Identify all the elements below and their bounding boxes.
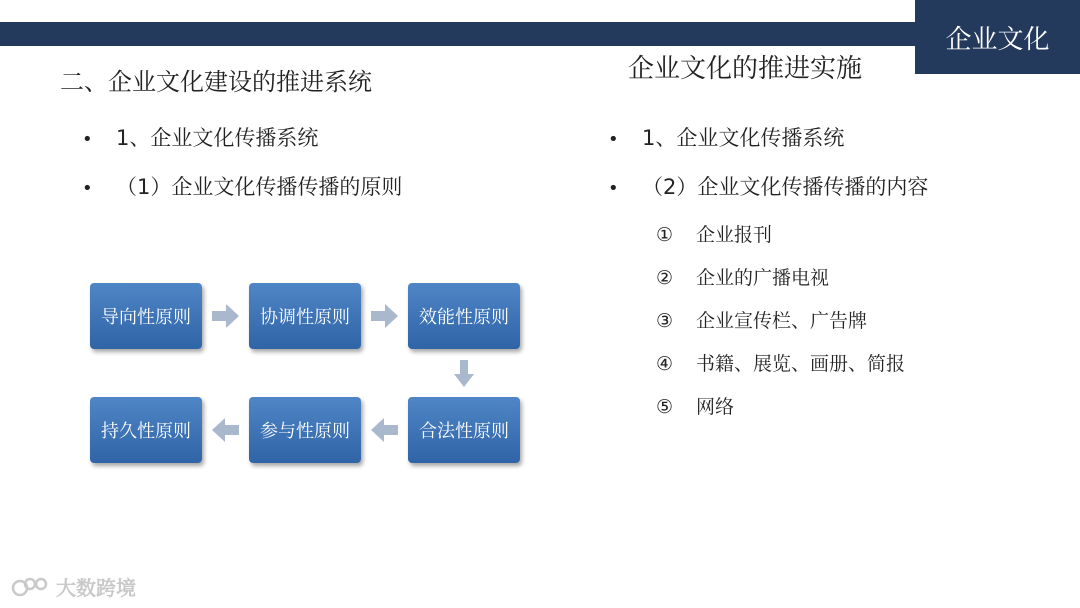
item-text: 企业报刊 [696, 224, 773, 246]
item-number: ⑤ [656, 396, 674, 418]
item-number: ④ [656, 353, 674, 375]
flow-box-persistence: 持久性原则 [90, 397, 202, 463]
list-item [656, 306, 867, 333]
arrow-right-icon [371, 303, 399, 329]
flow-box-efficiency: 效能性原则 [408, 283, 520, 349]
watermark-logo-icon [10, 574, 50, 600]
brand-tab: 企业文化 [915, 0, 1080, 74]
list-item [656, 263, 829, 290]
bullet-text: 1、企业文化传播系统 [116, 126, 319, 150]
item-text: 网络 [696, 396, 735, 418]
bullet-text: （1）企业文化传播传播的原则 [116, 175, 403, 199]
arrow-left-icon [371, 417, 399, 443]
bullet-dot: • [608, 129, 619, 150]
bullet-dot: • [82, 178, 93, 199]
watermark [10, 572, 136, 601]
item-number: ② [656, 267, 674, 289]
bullet-dot: • [82, 129, 93, 150]
item-number: ③ [656, 310, 674, 332]
flow-box-guidance: 导向性原则 [90, 283, 202, 349]
arrow-left-icon [212, 417, 240, 443]
item-text: 企业的广播电视 [696, 267, 830, 289]
bullet-text: （2）企业文化传播传播的内容 [642, 175, 929, 199]
bullet-text: 1、企业文化传播系统 [642, 126, 845, 150]
item-text: 企业宣传栏、广告牌 [696, 310, 868, 332]
list-item [656, 220, 772, 247]
flow-box-participation: 参与性原则 [249, 397, 361, 463]
item-number: ① [656, 224, 674, 246]
right-bullet-1 [608, 122, 844, 152]
watermark-text: 大数跨境 [56, 576, 136, 600]
right-section-title: 企业文化的推进实施 [628, 54, 863, 84]
left-bullet-1 [82, 122, 318, 152]
arrow-down-icon [454, 360, 474, 388]
left-section-title: 二、企业文化建设的推进系统 [60, 68, 372, 96]
left-bullet-2 [82, 171, 402, 201]
list-item [656, 349, 905, 376]
header-bar [0, 22, 915, 46]
right-bullet-2 [608, 171, 928, 201]
item-text: 书籍、展览、画册、简报 [696, 353, 906, 375]
list-item [656, 392, 734, 419]
flow-box-coordination: 协调性原则 [249, 283, 361, 349]
flow-box-legality: 合法性原则 [408, 397, 520, 463]
bullet-dot: • [608, 178, 619, 199]
arrow-right-icon [212, 303, 240, 329]
